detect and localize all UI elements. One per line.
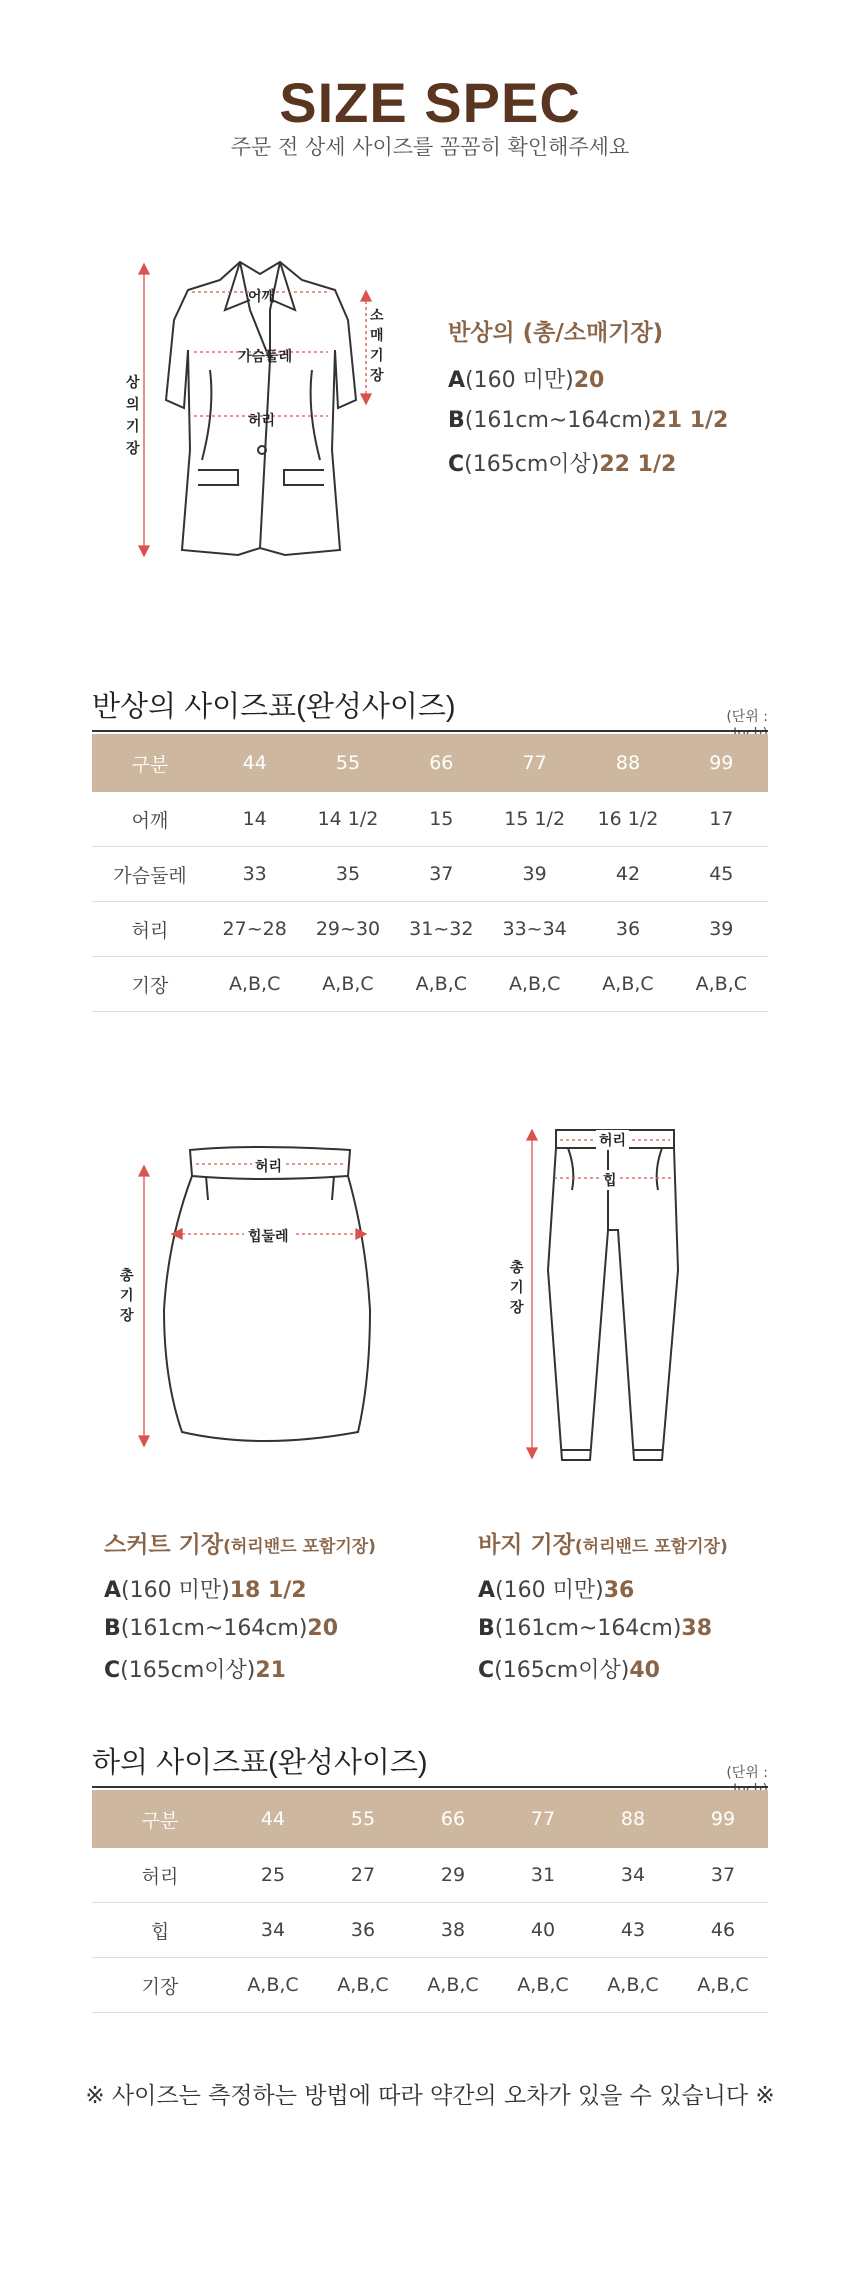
top-table-rule: [92, 730, 768, 732]
table-header-cell: 99: [678, 1790, 768, 1848]
skirt-spec-line-b: B(161cm~164cm)20: [104, 1616, 339, 1641]
table-header-cell: 88: [581, 734, 674, 792]
top-table-title: 반상의 사이즈표(완성사이즈): [92, 691, 456, 723]
bottom-table-title: 하의 사이즈표(완성사이즈): [92, 1747, 428, 1779]
table-row: 기장 A,B,C A,B,C A,B,C A,B,C A,B,C A,B,C: [92, 1958, 768, 2013]
pants-length-label: 총기장: [510, 1260, 524, 1316]
top-table-unit: (단위 :: [726, 709, 768, 725]
table-header-cell: 55: [301, 734, 394, 792]
jacket-chest-label: 가슴둘레: [238, 349, 293, 365]
top-spec: [448, 314, 728, 478]
table-header-row: [92, 734, 768, 792]
table-row: 허리 25 27 29 31 34 37: [92, 1848, 768, 1903]
jacket-sleeve-label: 소매기장: [370, 308, 384, 384]
pants-spec-subtitle: (허리밴드 포함기장): [574, 1537, 728, 1557]
skirt-length-label: 총기장: [120, 1268, 134, 1324]
pants-spec-title: 바지 기장: [478, 1532, 575, 1558]
table-header-cell: 44: [208, 734, 301, 792]
jacket-waist-label: 허리: [248, 413, 276, 429]
skirt-spec: [104, 1526, 376, 1684]
table-header-cell: 77: [498, 1790, 588, 1848]
skirt-diagram: [120, 1130, 380, 1450]
skirt-spec-subtitle: (허리밴드 포함기장): [223, 1537, 376, 1557]
top-spec-line-a: A(160 미만)20: [448, 368, 605, 393]
jacket-length-label: 상의기장: [126, 375, 140, 457]
table-row: 기장 A,B,C A,B,C A,B,C A,B,C A,B,C A,B,C: [92, 957, 768, 1012]
table-row: 허리 27~28 29~30 31~32 33~34 36 39: [92, 902, 768, 957]
skirt-spec-line-a: A(160 미만)18 1/2: [104, 1578, 307, 1603]
bottom-table-unit: (단위 :: [726, 1765, 768, 1781]
top-spec-line-c: C(165cm이상)22 1/2: [448, 452, 677, 477]
table-header-cell: 구분: [92, 734, 208, 792]
table-header-cell: 구분: [92, 1790, 228, 1848]
table-header-cell: 99: [675, 734, 768, 792]
footer-note: ※ 사이즈는 측정하는 방법에 따라 약간의 오차가 있을 수 있습니다 ※: [85, 2083, 775, 2109]
table-header-row: [92, 1790, 768, 1848]
table-header-cell: 66: [408, 1790, 498, 1848]
pants-spec-line-a: A(160 미만)36: [478, 1578, 635, 1603]
pants-hip-label: 힙: [600, 1170, 620, 1190]
skirt-waist-label: 허리: [252, 1156, 285, 1176]
table-row: 어깨 14 14 1/2 15 15 1/2 16 1/2 17: [92, 792, 768, 847]
table-row: 가슴둘레 33 35 37 39 42 45: [92, 847, 768, 902]
top-spec-line-b: B(161cm~164cm)21 1/2: [448, 408, 729, 433]
table-header-cell: 44: [228, 1790, 318, 1848]
bottom-table-rule: [92, 1786, 768, 1788]
page-subtitle: 주문 전 상세 사이즈를 꼼꼼히 확인해주세요: [230, 135, 630, 159]
bottom-size-table: [92, 1790, 768, 2013]
table-header-cell: 77: [488, 734, 581, 792]
skirt-hip-label: 힙둘레: [244, 1226, 293, 1246]
table-header-cell: 66: [395, 734, 488, 792]
page-title: SIZE SPEC: [279, 71, 581, 134]
pants-spec-title-row: [478, 1526, 728, 1559]
skirt-spec-title: 스커트 기장: [104, 1532, 224, 1558]
pants-spec: [478, 1526, 728, 1684]
jacket-shoulder-label: 어깨: [248, 289, 276, 305]
top-size-table: [92, 734, 768, 1012]
pants-spec-line-c: C(165cm이상)40: [478, 1658, 660, 1683]
table-row: 힙 34 36 38 40 43 46: [92, 1903, 768, 1958]
skirt-illustration: [120, 1130, 380, 1450]
pants-waist-label: 허리: [596, 1130, 629, 1150]
pants-spec-line-b: B(161cm~164cm)38: [478, 1616, 713, 1641]
skirt-spec-line-c: C(165cm이상)21: [104, 1658, 286, 1683]
table-header-cell: 88: [588, 1790, 678, 1848]
table-header-cell: 55: [318, 1790, 408, 1848]
skirt-spec-title-row: [104, 1526, 376, 1559]
top-spec-title: 반상의 (총/소매기장): [448, 320, 664, 346]
